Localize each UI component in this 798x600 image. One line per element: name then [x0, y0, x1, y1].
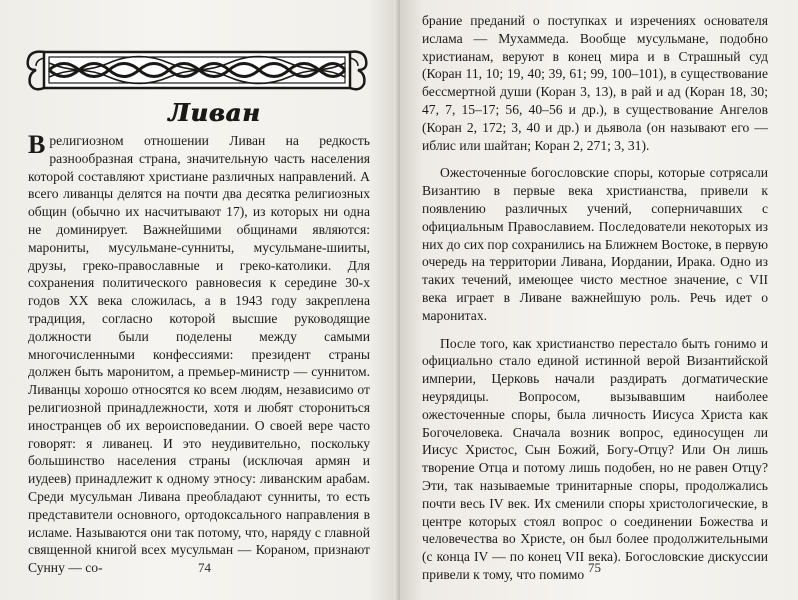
paragraph: Ожесточенные богословские споры, которые сотрясали Византию в первые века христианства, привели к появлению различных учений, соперничавших с официальным Православием. Последователи некоторых из них до сих пор сохранились на Ближнем Востоке, в первую очередь на территории Ливана, Иордании, Ирака. Одно из таких течений, имеющее чисто местное значение, с VII века играет в Ливане важнейшую роль. Речь идет о маронитах. [422, 165, 768, 323]
left-page-text [28, 132, 370, 587]
paragraph [28, 132, 370, 577]
drop-cap: В [28, 130, 46, 159]
chapter-heading: Ливан [168, 98, 261, 127]
paragraph: После того, как христианство перестало быть гонимо и официально стало единой истинной верой Византийской империи, Церковь начали раздирать догматические неурядицы. Вопросом, вызывавшим наиболее ожесточенные споры, была личность Иисуса Христа как Богочеловека. Сначала возник вопрос, единосущен ли Иисус Христос, Сын Божий, Богу-Отцу? Или Он лишь творение Отца и потому лишь подобен, но не равен Отцу? Эти, так называемые тринитарные споры, продолжались почти весь IV век. Их сменили споры христологические, в центре которых стоял вопрос о соединении Божества и человечества во Христе, он был более продолжительными (с конца IV — по конец VII века). Богословские дискуссии привели к тому, что помимо [422, 335, 768, 582]
right-page [400, 0, 798, 600]
celtic-knot-ornament [24, 44, 370, 96]
page-number: 75 [588, 560, 601, 575]
page-number: 74 [198, 560, 211, 575]
right-page-text [422, 12, 768, 594]
paragraph-text: религиозном отношении Ливан на редкость разнообразная страна, значительную часть населения которой составляют христиане различных направлений. А всего ливанцы делятся на почти два десятка религиозных общин (обычно их насчитывают 17), из которых ни одна не доминирует. Важнейшими общинами являются: марониты, мусульмане-сунниты, мусульмане-шииты, друзы, греко-православные и греко-католики. Для сохранения политического равновесия к середине 30-х годов XX века сложилась, а в 1943 году закреплена традиция, согласно которой высшие руководящие должности были поделены между самыми многочисленными конфессиями: президент страны должен быть маронитом, а премьер-министр — суннитом. Ливанцы хорошо относятся ко всем людям, независимо от религиозной принадлежности, хотя и любят сторониться иностранцев об их вероисповедании. О своей вере часто говорят: я ливанец. И это неудивительно, поскольку большинство населения страны (исключая армян и иудеев) принадлежит к одному этносу: ливанским арабам. Среди мусульман Ливана преобладают сунниты, то есть представители основного, ортодоксального направления в исламе. Называются они так потому, что, наряду с главной священной книгой всех мусульман — Кораном, признают Сунну — со- [28, 133, 370, 576]
paragraph: брание преданий о поступках и изречениях основателя ислама — Мухаммеда. Вообще мусульмане, подобно христианам, веруют в конец мира и в Страшный суд (Коран 11, 10; 19, 40; 39, 61; 99, 100–101), в существование бессмертной души (Коран 3, 13), в рай и ад (Коран 18, 30; 47, 7, 15–17; 56, 40–56 и др.), в существование Ангелов (Коран 2, 172; 3, 40 и др.) и дьявола (он называют его — иблис или шайтан; Коран 2, 271; 3, 31). [422, 13, 768, 153]
